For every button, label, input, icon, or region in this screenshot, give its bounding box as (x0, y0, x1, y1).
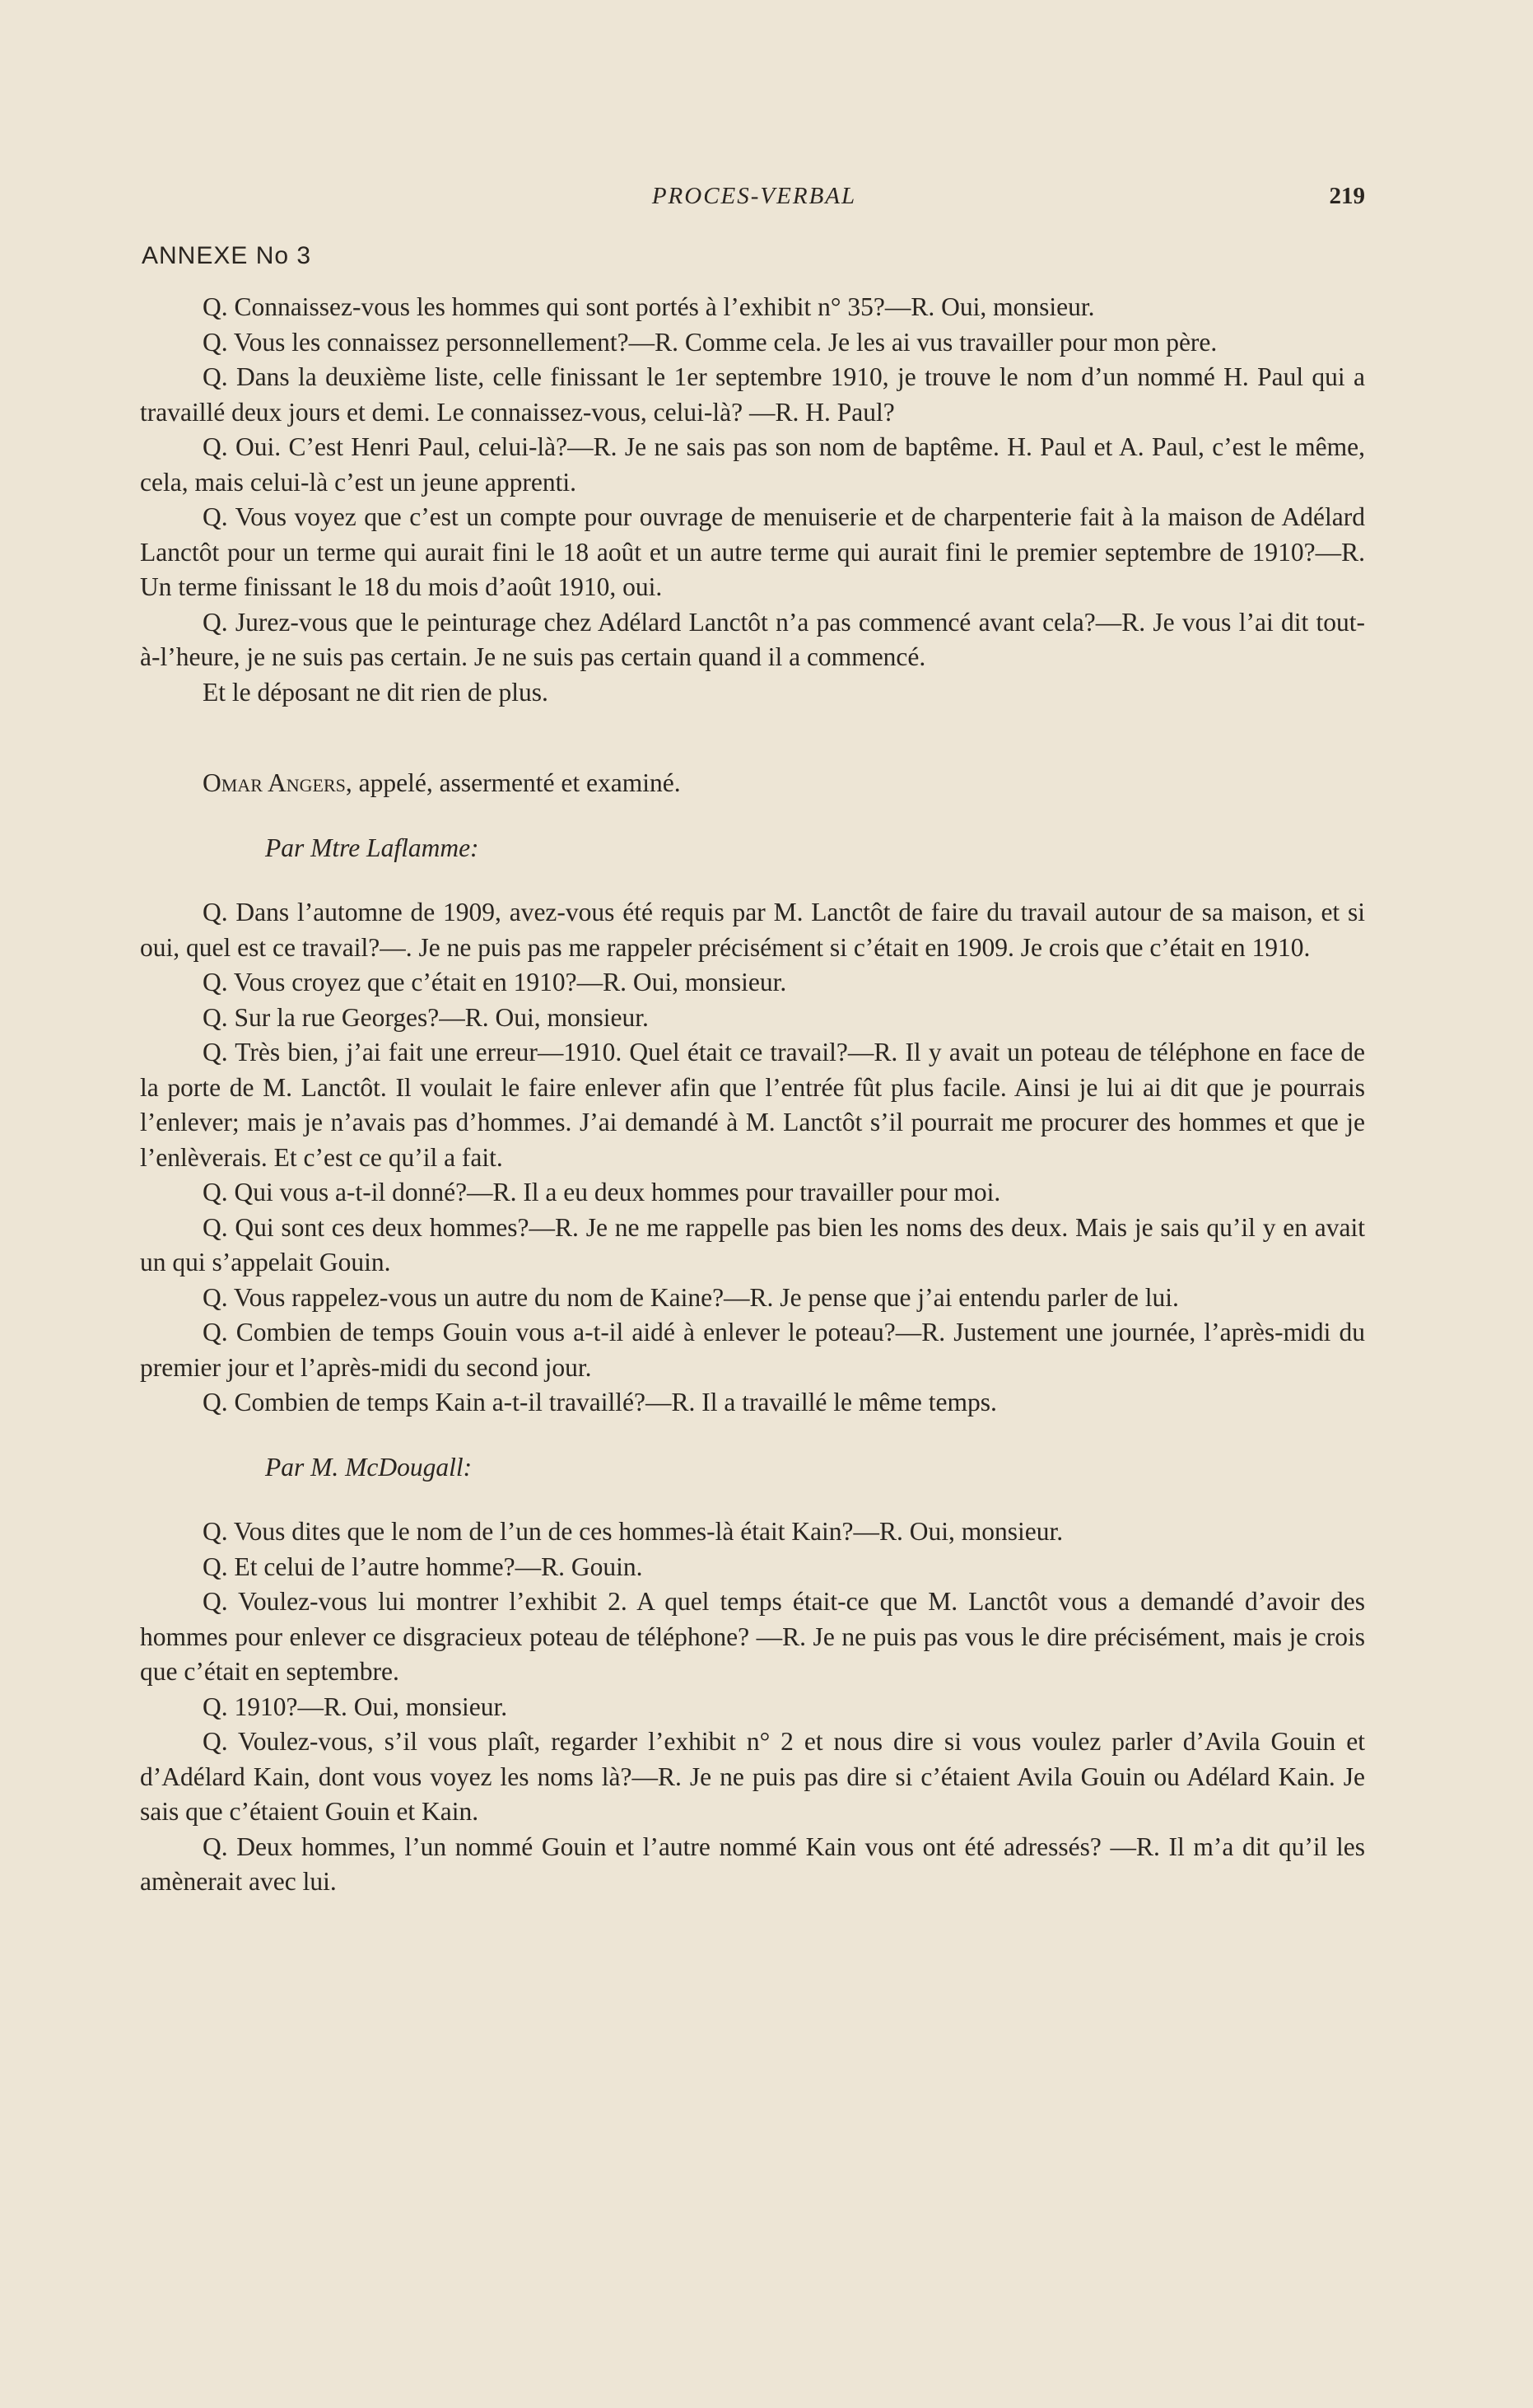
running-title: PROCES-VERBAL (651, 183, 857, 209)
page-header (142, 183, 1367, 216)
paragraph: Q. Et celui de l’autre homme?—R. Gouin. (203, 1552, 643, 1581)
paragraph: Q. Jurez-vous que le peinturage chez Adélard Lanctôt n’a pas commencé avant cela?—R. Je vous l’ai dit tout-à-l’heure, je ne suis pas certain. Je ne suis pas certain quand il a commencé. (140, 607, 1365, 671)
paragraph: Q. Oui. C’est Henri Paul, celui-là?—R. Je ne sais pas son nom de baptême. H. Paul et A. Paul, c’est le même, cela, mais celui-là c’est un jeune apprenti. (140, 432, 1365, 497)
annex-label: ANNEXE No 3 (142, 242, 312, 269)
examiner-heading-laflamme: Par Mtre Laflamme: (265, 833, 479, 862)
paragraph: Q. Qui sont ces deux hommes?—R. Je ne me rappelle pas bien les noms des deux. Mais je sais qu’il y en avait un qui s’appelait Gouin. (140, 1212, 1365, 1276)
paragraph: Q. Combien de temps Kain a-t-il travaillé?—R. Il a travaillé le même temps. (203, 1388, 997, 1416)
page-number: 219 (1329, 183, 1365, 209)
paragraph: Q. Connaissez-vous les hommes qui sont portés à l’exhibit n° 35?—R. Oui, monsieur. (203, 292, 1095, 321)
paragraph: Q. Vous rappelez-vous un autre du nom de Kaine?—R. Je pense que j’ai entendu parler de lui. (203, 1282, 1179, 1312)
paragraph: Q. Voulez-vous, s’il vous plaît, regarder l’exhibit n° 2 et nous dire si vous voulez parler d’Avila Gouin et d’Adélard Kain, dont vous voyez les noms là?—R. Je ne puis pas dire si c’étaient Avila Gouin ou Adélard Kain. Je sais que c’étaient Gouin et Kain. (140, 1727, 1365, 1826)
paragraph: Q. Dans l’automne de 1909, avez-vous été requis par M. Lanctôt de faire du travail autour de sa maison, et si oui, quel est ce travail?—. Je ne puis pas me rappeler précisément si c’était en 1909. Je crois que c’était en 1910. (140, 898, 1365, 962)
paragraph: Q. Dans la deuxième liste, celle finissant le 1er septembre 1910, je trouve le nom d’un nommé H. Paul qui a travaillé deux jours et demi. Le connaissez-vous, celui-là? —R. H. Paul? (140, 362, 1365, 427)
examiner-heading-mcdougall: Par M. McDougall: (265, 1452, 473, 1482)
paragraph: Q. Très bien, j’ai fait une erreur—1910. Quel était ce travail?—R. Il y avait un poteau de téléphone en face de la porte de M. Lanctôt. Il voulait le faire enlever afin que l’entrée fût plus facile. Ainsi je lui ai dit que je pourrais l’enlever; mais je n’avais pas d’hommes. J’ai demandé à M. Lanctôt s’il pourrait me procurer des hommes et que je l’enlèverais. Et c’est ce qu’il a fait. (140, 1038, 1365, 1172)
paragraph: Q. Vous les connaissez personnellement?—R. Comme cela. Je les ai vus travailler pour mon père. (203, 327, 1218, 357)
paragraph: Q. Vous voyez que c’est un compte pour ouvrage de menuiserie et de charpenterie fait à la maison de Adélard Lanctôt pour un terme qui aurait fini le 18 août et un autre terme qui aurait fini le premier septembre de 1910?—R. Un terme finissant le 18 du mois d’août 1910, oui. (140, 502, 1365, 601)
paragraph: Et le déposant ne dit rien de plus. (203, 677, 548, 707)
witness-text: , appelé, assermenté et examiné. (345, 768, 681, 797)
paragraph: Q. Vous croyez que c’était en 1910?—R. Oui, monsieur. (203, 968, 787, 996)
paragraph: Q. Vous dites que le nom de l’un de ces hommes-là était Kain?—R. Oui, monsieur. (203, 1517, 1064, 1546)
paragraph: Q. Sur la rue Georges?—R. Oui, monsieur. (203, 1002, 649, 1032)
witness-name: Omar Angers (203, 768, 346, 797)
paragraph: Q. Deux hommes, l’un nommé Gouin et l’autre nommé Kain vous ont été adressés? —R. Il m’a dit qu’il les amènerait avec lui. (140, 1832, 1365, 1896)
witness-line (140, 766, 1365, 801)
paragraph: Q. Combien de temps Gouin vous a-t-il aidé à enlever le poteau?—R. Justement une journée, l’après-midi du premier jour et l’après-midi du second jour. (140, 1318, 1365, 1382)
paragraph: Q. Qui vous a-t-il donné?—R. Il a eu deux hommes pour travailler pour moi. (203, 1178, 1001, 1206)
body-text (140, 290, 1365, 1900)
paragraph: Q. 1910?—R. Oui, monsieur. (203, 1692, 508, 1721)
paragraph: Q. Voulez-vous lui montrer l’exhibit 2. A quel temps était-ce que M. Lanctôt vous a demandé d’avoir des hommes pour enlever ce disgracieux poteau de téléphone? —R. Je ne puis pas vous le dire précisément, mais je crois que c’était en septembre. (140, 1587, 1365, 1686)
